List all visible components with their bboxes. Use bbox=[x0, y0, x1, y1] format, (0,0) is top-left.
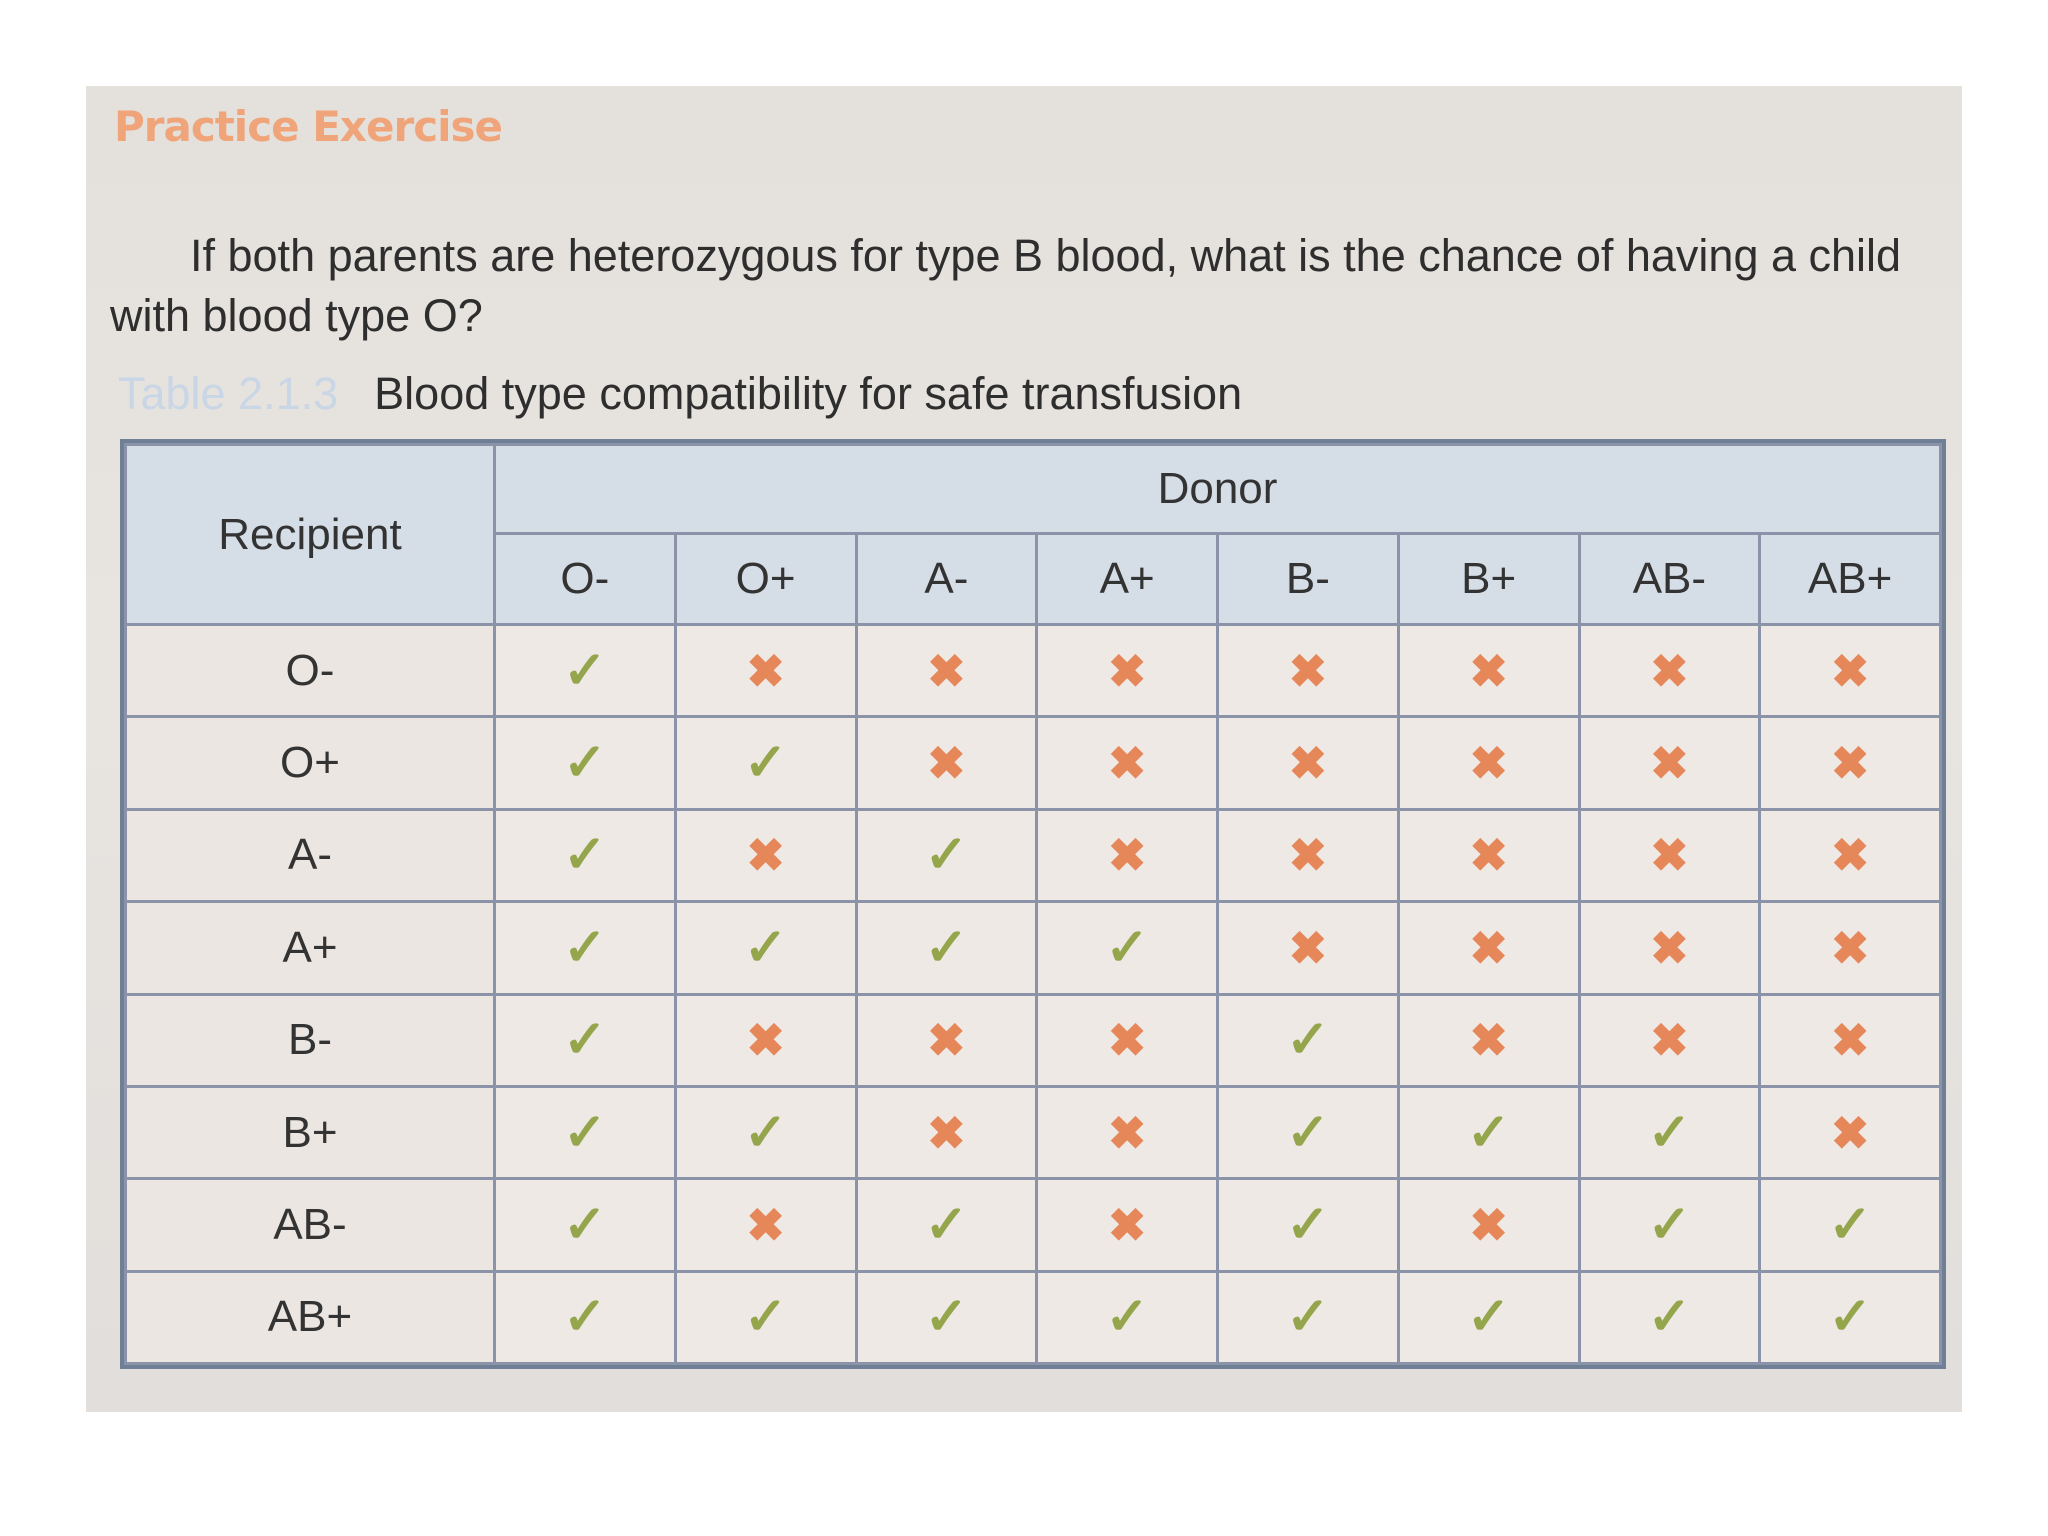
compatibility-cell bbox=[856, 625, 1037, 717]
donor-column-header: O- bbox=[495, 534, 676, 625]
compatibility-cell bbox=[1760, 625, 1941, 717]
cross-icon: ✖ bbox=[1469, 1198, 1508, 1251]
table-row bbox=[126, 994, 1941, 1086]
cross-icon: ✖ bbox=[1469, 921, 1508, 974]
cross-icon: ✖ bbox=[746, 829, 785, 882]
cross-icon: ✖ bbox=[1650, 1014, 1689, 1067]
compatibility-table bbox=[120, 439, 1946, 1369]
recipient-label: AB- bbox=[126, 1179, 495, 1271]
check-icon: ✓ bbox=[1286, 1011, 1330, 1070]
compatibility-cell bbox=[1037, 1086, 1218, 1178]
check-icon: ✓ bbox=[924, 918, 969, 977]
cross-icon: ✖ bbox=[927, 1106, 966, 1159]
compatibility-cell bbox=[1760, 902, 1941, 994]
compatibility-cell bbox=[1579, 994, 1760, 1086]
check-icon: ✓ bbox=[924, 1288, 969, 1347]
compatibility-cell bbox=[1037, 809, 1218, 901]
table-body bbox=[126, 625, 1941, 1364]
check-icon: ✓ bbox=[563, 641, 607, 700]
compatibility-cell bbox=[1760, 1086, 1941, 1178]
table-row bbox=[126, 717, 1941, 809]
compatibility-cell bbox=[1760, 1179, 1941, 1271]
check-icon: ✓ bbox=[563, 1103, 607, 1162]
donor-column-header: A+ bbox=[1037, 534, 1218, 625]
compatibility-cell bbox=[495, 717, 676, 809]
textbook-photo bbox=[86, 86, 1962, 1412]
compatibility-cell bbox=[1398, 994, 1579, 1086]
compatibility-cell bbox=[1037, 994, 1218, 1086]
exercise-heading: Practice Exercise bbox=[114, 102, 502, 151]
compatibility-cell bbox=[1760, 809, 1941, 901]
compatibility-cell bbox=[1398, 902, 1579, 994]
compatibility-cell bbox=[675, 1086, 856, 1178]
cross-icon: ✖ bbox=[927, 737, 966, 790]
donor-column-header: A- bbox=[856, 534, 1037, 625]
compatibility-cell bbox=[1398, 717, 1579, 809]
cross-icon: ✖ bbox=[746, 1014, 785, 1067]
check-icon: ✓ bbox=[924, 1195, 969, 1254]
compatibility-cell bbox=[1579, 1179, 1760, 1271]
recipient-label: O- bbox=[126, 625, 495, 717]
compatibility-cell bbox=[1579, 1086, 1760, 1178]
check-icon: ✓ bbox=[1647, 1195, 1692, 1254]
cross-icon: ✖ bbox=[927, 644, 966, 697]
compatibility-cell bbox=[1579, 1271, 1760, 1363]
compatibility-cell bbox=[1579, 625, 1760, 717]
compatibility-cell bbox=[1760, 994, 1941, 1086]
recipient-label: B+ bbox=[126, 1086, 495, 1178]
cross-icon: ✖ bbox=[1107, 644, 1147, 697]
recipient-label: B- bbox=[126, 994, 495, 1086]
compatibility-cell bbox=[856, 1086, 1037, 1178]
cross-icon: ✖ bbox=[1830, 921, 1870, 974]
cross-icon: ✖ bbox=[1650, 737, 1689, 790]
compatibility-cell bbox=[1398, 1271, 1579, 1363]
donor-column-header: AB+ bbox=[1760, 534, 1941, 625]
donor-column-header: AB- bbox=[1579, 534, 1760, 625]
cross-icon: ✖ bbox=[746, 1198, 785, 1251]
check-icon: ✓ bbox=[563, 1288, 607, 1347]
compatibility-cell bbox=[1218, 902, 1399, 994]
check-icon: ✓ bbox=[563, 1011, 607, 1070]
check-icon: ✓ bbox=[743, 918, 788, 977]
cross-icon: ✖ bbox=[1830, 644, 1870, 697]
compatibility-cell bbox=[1579, 809, 1760, 901]
recipient-label: AB+ bbox=[126, 1271, 495, 1363]
cross-icon: ✖ bbox=[1107, 1106, 1147, 1159]
compatibility-cell bbox=[495, 1086, 676, 1178]
check-icon: ✓ bbox=[563, 918, 607, 977]
compatibility-cell bbox=[856, 902, 1037, 994]
compatibility-cell bbox=[1398, 1086, 1579, 1178]
cross-icon: ✖ bbox=[1288, 644, 1328, 697]
compatibility-cell bbox=[495, 1271, 676, 1363]
compatibility-cell bbox=[675, 994, 856, 1086]
compatibility-cell bbox=[1218, 1271, 1399, 1363]
cross-icon: ✖ bbox=[1469, 1014, 1508, 1067]
cross-icon: ✖ bbox=[1469, 644, 1508, 697]
cross-icon: ✖ bbox=[1107, 1198, 1147, 1251]
compatibility-cell bbox=[1218, 625, 1399, 717]
donor-header: Donor bbox=[495, 445, 1941, 534]
check-icon: ✓ bbox=[563, 826, 607, 885]
compatibility-cell bbox=[1398, 809, 1579, 901]
check-icon: ✓ bbox=[1466, 1103, 1511, 1162]
check-icon: ✓ bbox=[924, 826, 969, 885]
donor-column-header: B+ bbox=[1398, 534, 1579, 625]
cross-icon: ✖ bbox=[1650, 921, 1689, 974]
compatibility-cell bbox=[1037, 1179, 1218, 1271]
compatibility-cell bbox=[1579, 717, 1760, 809]
recipient-label: A+ bbox=[126, 902, 495, 994]
donor-column-header: B- bbox=[1218, 534, 1399, 625]
compatibility-cell bbox=[1760, 717, 1941, 809]
cross-icon: ✖ bbox=[1288, 921, 1328, 974]
compatibility-cell bbox=[495, 1179, 676, 1271]
check-icon: ✓ bbox=[1105, 1288, 1149, 1347]
recipient-header: Recipient bbox=[126, 445, 495, 625]
table-row bbox=[126, 1179, 1941, 1271]
check-icon: ✓ bbox=[1286, 1103, 1330, 1162]
cross-icon: ✖ bbox=[1650, 829, 1689, 882]
check-icon: ✓ bbox=[1647, 1288, 1692, 1347]
compatibility-cell bbox=[675, 1179, 856, 1271]
cross-icon: ✖ bbox=[1650, 644, 1689, 697]
cross-icon: ✖ bbox=[1830, 1014, 1870, 1067]
check-icon: ✓ bbox=[743, 1103, 788, 1162]
table-row bbox=[126, 902, 1941, 994]
table-caption bbox=[118, 368, 1242, 420]
cross-icon: ✖ bbox=[1469, 737, 1508, 790]
compatibility-cell bbox=[495, 994, 676, 1086]
check-icon: ✓ bbox=[1286, 1195, 1330, 1254]
compatibility-cell bbox=[1760, 1271, 1941, 1363]
table-caption-text: Blood type compatibility for safe transfusion bbox=[374, 368, 1243, 419]
exercise-question: If both parents are heterozygous for type B blood, what is the chance of having a child with blood type O? bbox=[110, 230, 1902, 341]
compatibility-cell bbox=[1037, 625, 1218, 717]
compatibility-cell bbox=[1218, 717, 1399, 809]
check-icon: ✓ bbox=[743, 734, 788, 793]
recipient-label: O+ bbox=[126, 717, 495, 809]
compatibility-cell bbox=[1037, 717, 1218, 809]
table-row bbox=[126, 1086, 1941, 1178]
cross-icon: ✖ bbox=[1107, 1014, 1147, 1067]
donor-column-header: O+ bbox=[675, 534, 856, 625]
compatibility-cell bbox=[675, 717, 856, 809]
table-row bbox=[126, 809, 1941, 901]
check-icon: ✓ bbox=[563, 734, 607, 793]
check-icon: ✓ bbox=[563, 1195, 607, 1254]
cross-icon: ✖ bbox=[1469, 829, 1508, 882]
compatibility-cell bbox=[1218, 809, 1399, 901]
table-row bbox=[126, 625, 1941, 717]
compatibility-cell bbox=[675, 902, 856, 994]
compatibility-cell bbox=[495, 809, 676, 901]
compatibility-cell bbox=[495, 625, 676, 717]
cross-icon: ✖ bbox=[746, 644, 785, 697]
cross-icon: ✖ bbox=[1830, 829, 1870, 882]
compatibility-cell bbox=[495, 902, 676, 994]
check-icon: ✓ bbox=[1828, 1195, 1872, 1254]
cross-icon: ✖ bbox=[927, 1014, 966, 1067]
table-row bbox=[126, 1271, 1941, 1363]
compatibility-cell bbox=[1037, 902, 1218, 994]
check-icon: ✓ bbox=[1105, 918, 1149, 977]
recipient-label: A- bbox=[126, 809, 495, 901]
compatibility-cell bbox=[856, 994, 1037, 1086]
cross-icon: ✖ bbox=[1107, 737, 1147, 790]
compatibility-cell bbox=[675, 625, 856, 717]
compatibility-cell bbox=[1579, 902, 1760, 994]
compatibility-cell bbox=[675, 809, 856, 901]
compatibility-cell bbox=[856, 717, 1037, 809]
compatibility-cell bbox=[1218, 1179, 1399, 1271]
table-number: Table 2.1.3 bbox=[118, 368, 339, 419]
compatibility-cell bbox=[1218, 1086, 1399, 1178]
compatibility-cell bbox=[675, 1271, 856, 1363]
cross-icon: ✖ bbox=[1288, 829, 1328, 882]
cross-icon: ✖ bbox=[1830, 737, 1870, 790]
cross-icon: ✖ bbox=[1288, 737, 1328, 790]
check-icon: ✓ bbox=[1466, 1288, 1511, 1347]
cross-icon: ✖ bbox=[1107, 829, 1147, 882]
compatibility-cell bbox=[856, 1179, 1037, 1271]
compatibility-cell bbox=[1037, 1271, 1218, 1363]
compatibility-cell bbox=[1218, 994, 1399, 1086]
compatibility-cell bbox=[1398, 625, 1579, 717]
check-icon: ✓ bbox=[1828, 1288, 1872, 1347]
check-icon: ✓ bbox=[1647, 1103, 1692, 1162]
compatibility-cell bbox=[1398, 1179, 1579, 1271]
check-icon: ✓ bbox=[1286, 1288, 1330, 1347]
compatibility-cell bbox=[856, 809, 1037, 901]
compatibility-cell bbox=[856, 1271, 1037, 1363]
check-icon: ✓ bbox=[743, 1288, 788, 1347]
cross-icon: ✖ bbox=[1830, 1106, 1870, 1159]
